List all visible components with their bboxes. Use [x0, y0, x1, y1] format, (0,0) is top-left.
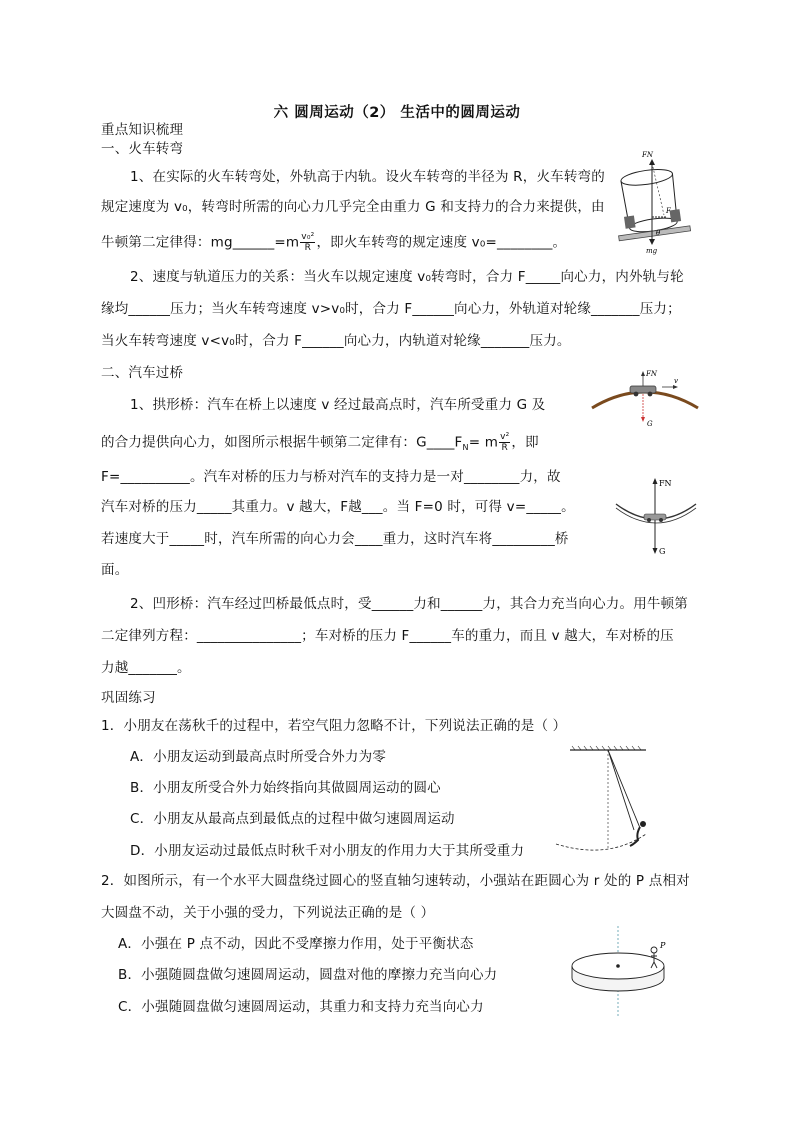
train-label-mg: mg	[646, 247, 658, 255]
train-paragraph-1-line-3	[101, 232, 566, 253]
train-label-f: F	[666, 207, 671, 215]
section-train-heading: 一、火车转弯	[101, 141, 184, 157]
car-paragraph-1-line-2	[101, 432, 539, 457]
question-1-option-d: D．小朋友运动过最低点时秋千对小朋友的作用力大于其所受重力	[130, 843, 525, 859]
car-fraction	[499, 432, 510, 453]
train-paragraph-2-line-2: 缘均______压力；当火车转弯速度 v>v₀时，合力 F______向心力，外轨道对轮缘_______压力；	[101, 301, 681, 317]
sag-label-g: G	[659, 547, 666, 556]
arch-bridge-figure	[590, 368, 700, 430]
section-car-heading: 二、汽车过桥	[101, 365, 184, 381]
car-formula-right: ，即	[511, 434, 539, 451]
question-1-option-a: A．小朋友运动到最高点时所受合外力为零	[130, 749, 387, 765]
car-paragraph-1-line-1: 1、拱形桥：汽车在桥上以速度 v 经过最高点时，汽车所受重力 G 及	[130, 397, 546, 413]
train-fraction-numerator: v₀²	[301, 232, 315, 242]
arch-label-g: G	[647, 420, 653, 428]
practice-heading: 巩固练习	[101, 690, 156, 706]
sag-bridge-figure	[614, 474, 698, 558]
arch-label-fn: FN	[646, 370, 657, 378]
question-1-option-b: B．小朋友所受合外力始终指向其做圆周运动的圆心	[130, 780, 441, 796]
car-paragraph-2-line-1: 2、凹形桥：汽车经过凹桥最低点时，受______力和______力，其合力充当向心力。用牛顿第	[130, 596, 688, 612]
car-paragraph-1-line-4: 汽车对桥的压力_____其重力。v 越大，F越___。当 F=0 时，可得 v=_____。	[101, 499, 575, 515]
train-paragraph-2-line-3: 当火车转弯速度 v<v₀时，合力 F______向心力，内轨道对轮缘_______压力。	[101, 333, 571, 349]
car-formula-equals: = m	[468, 434, 499, 451]
train-label-fn: FN	[642, 151, 653, 159]
question-2-stem-line-2: 大圆盘不动，关于小强的受力，下列说法正确的是（ ）	[101, 905, 435, 921]
question-2-option-a: A．小强在 P 点不动，因此不受摩擦力作用，处于平衡状态	[118, 936, 474, 952]
disk-label-p: P	[660, 941, 666, 950]
sag-label-fn: FN	[659, 479, 672, 488]
train-paragraph-1-line-1: 1、在实际的火车转弯处，外轨高于内轨。设火车转弯的半径为 R，火车转弯的	[130, 169, 605, 185]
train-fraction	[300, 232, 315, 253]
swing-figure	[548, 744, 660, 856]
car-formula-left: 的合力提供向心力，如图所示根据牛顿第二定律有：G____F	[101, 434, 463, 451]
car-paragraph-2-line-3: 力越_______。	[101, 660, 191, 676]
question-2-option-c: C．小强随圆盘做匀速圆周运动，其重力和支持力充当向心力	[118, 999, 484, 1015]
arch-label-v: v	[674, 377, 678, 385]
question-1-stem: 1．小朋友在荡秋千的过程中，若空气阻力忽略不计，下列说法正确的是（ ）	[101, 718, 567, 734]
train-formula-right: ，即火车转弯的规定速度 v₀=________。	[316, 234, 567, 251]
car-paragraph-2-line-2: 二定律列方程：_______________；车对桥的压力 F______车的重力，而且 v 越大，车对桥的压	[101, 628, 674, 644]
train-paragraph-2-line-1: 2、速度与轨道压力的关系：当火车以规定速度 v₀转弯时，合力 F_____向心力，内外轨与轮	[130, 269, 684, 285]
car-fraction-numerator: v²	[500, 432, 510, 442]
train-fraction-denominator: R	[304, 243, 312, 253]
train-formula-left: 牛顿第二定律得：mg______=m	[101, 234, 300, 251]
rotating-disk-figure	[566, 922, 676, 1022]
train-label-theta: θ	[656, 229, 661, 237]
car-paragraph-1-line-3: F=__________。汽车对桥的压力与桥对汽车的支持力是一对________力，故	[101, 469, 561, 485]
train-paragraph-1-line-2: 规定速度为 v₀，转弯时所需的向心力几乎完全由重力 G 和支持力的合力来提供，由	[101, 199, 605, 215]
car-paragraph-1-line-6: 面。	[101, 562, 129, 578]
car-fraction-denominator: R	[501, 443, 508, 453]
question-2-stem-line-1: 2．如图所示，有一个水平大圆盘绕过圆心的竖直轴匀速转动，小强站在距圆心为 r 处的 P 点相对	[101, 873, 690, 889]
car-formula-subscript: N	[462, 443, 469, 453]
question-2-option-b: B．小强随圆盘做匀速圆周运动，圆盘对他的摩擦力充当向心力	[118, 967, 498, 983]
train-banked-curve-figure	[612, 145, 692, 255]
car-paragraph-1-line-5: 若速度大于_____时，汽车所需的向心力会____重力，这时汽车将_________桥	[101, 531, 569, 547]
review-heading: 重点知识梳理	[101, 122, 184, 138]
page-title: 六 圆周运动（2） 生活中的圆周运动	[273, 105, 521, 121]
question-1-option-c: C．小朋友从最高点到最低点的过程中做匀速圆周运动	[130, 811, 455, 827]
